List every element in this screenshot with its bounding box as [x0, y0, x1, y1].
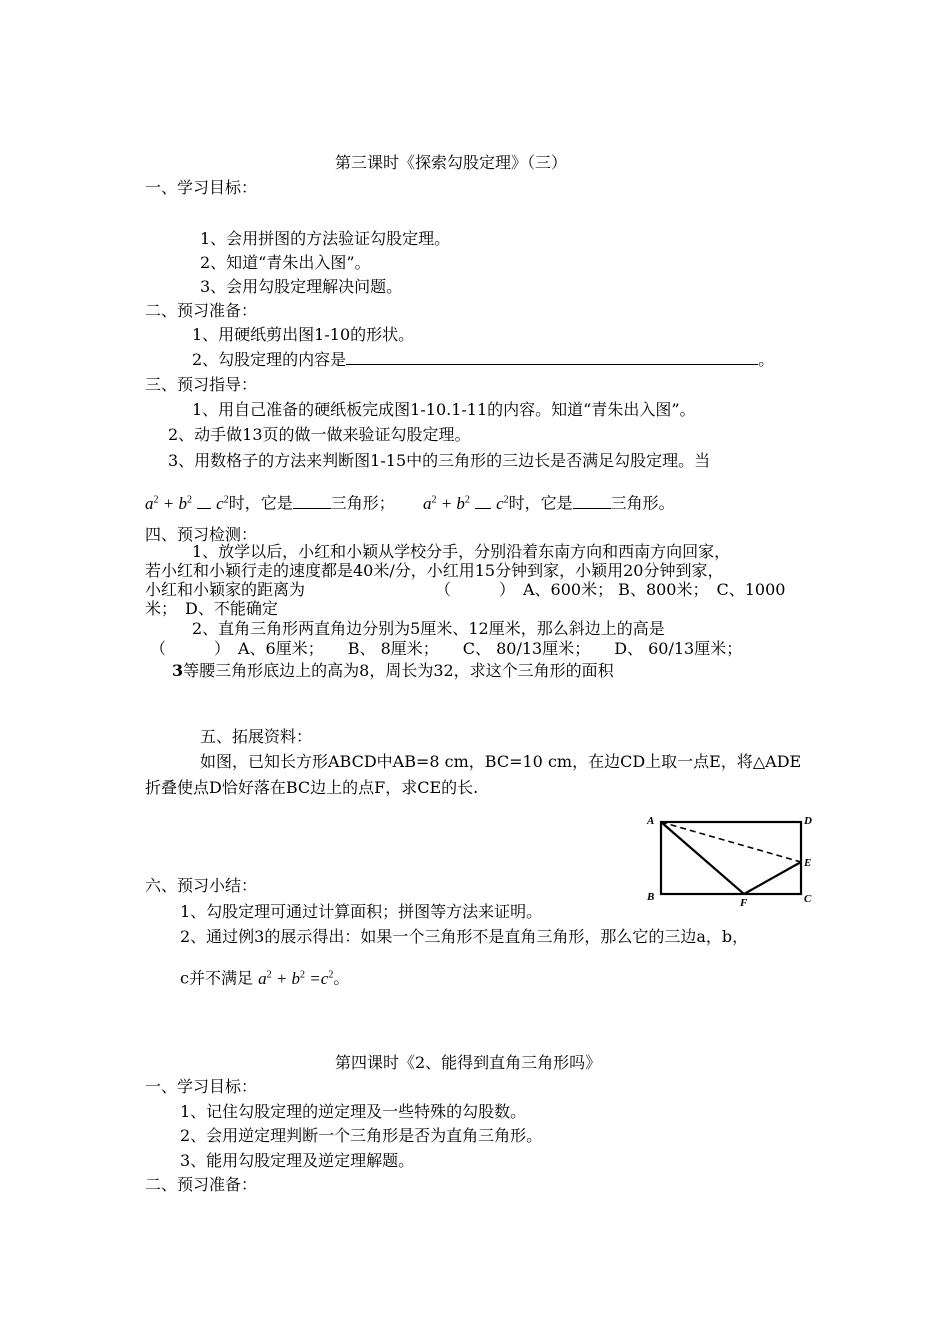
triangle-type-blank-2[interactable]	[573, 494, 611, 509]
prep-2-end: 。	[758, 350, 775, 369]
label-d: D	[804, 815, 812, 827]
extend-line-2: 折叠使点D恰好落在BC边上的点F，求CE的长.	[145, 778, 479, 797]
q1-line-2: 若小红和小颖行走的速度都是40米/分，小红用15分钟到家，小颖用20分钟到家，	[145, 561, 724, 580]
lesson3-guide-2: 2、动手做13页的做一做来验证勾股定理。	[168, 425, 471, 444]
label-b: B	[647, 891, 655, 903]
prep-2-text: 2、勾股定理的内容是	[192, 350, 347, 369]
segment-fe	[744, 862, 801, 894]
summary-1: 1、勾股定理可通过计算面积；拼图等方法来证明。	[180, 902, 543, 921]
extend-line-1: 如图，已知长方形ABCD中AB=8 cm，BC=10 cm，在边CD上取一点E，将△ADE	[200, 752, 802, 771]
lesson3-guide-3: 3、用数格子的方法来判断图1-15中的三角形的三边长是否满足勾股定理。当	[168, 451, 711, 470]
lesson3-goal-1: 1、会用拼图的方法验证勾股定理。	[200, 229, 451, 248]
lesson3-section-guide: 三、预习指导：	[145, 375, 258, 394]
label-f: F	[740, 897, 748, 909]
lesson3-goal-2: 2、知道“青朱出入图”。	[200, 253, 371, 272]
segment-ae-dashed	[661, 822, 801, 862]
lesson3-guide-4: $a^2 + b^2$ $c^2$时，它是 三角形； $a^2 + b^2$ $c^2$时，它是 三角形。	[145, 493, 675, 513]
lesson4-section-prep: 二、预习准备：	[145, 1175, 258, 1194]
lesson3-section-prep: 二、预习准备：	[145, 301, 258, 320]
q1-line-3-options: （ ） A、600米； B、800米； C、1000	[435, 580, 786, 599]
triangle-type-blank-1[interactable]	[293, 494, 331, 509]
relation-blank-1[interactable]	[197, 494, 211, 509]
summary-3: c并不满足 $a^2 + b^2 =c^2$。	[180, 968, 350, 988]
q1-line-1: 1、放学以后，小红和小颖从学校分手，分别沿着东南方向和西南方向回家，	[192, 542, 731, 561]
relation-blank-2[interactable]	[475, 494, 491, 509]
segment-af	[661, 822, 744, 894]
label-a: A	[647, 815, 655, 827]
lesson3-section-extend: 五、拓展资料：	[200, 727, 313, 746]
q2-line-2: （ ） A、6厘米； B、 8厘米； C、 80/13厘米； D、 60/13厘米；	[150, 639, 743, 658]
lesson4-goal-2: 2、会用逆定理判断一个三角形是否为直角三角形。	[180, 1126, 543, 1145]
label-c: C	[804, 893, 812, 905]
q2-line-1: 2、直角三角形两直角边分别为5厘米、12厘米，那么斜边上的高是	[192, 619, 665, 638]
lesson4-title: 第四课时《2、能得到直角三角形吗》	[335, 1053, 602, 1072]
q3-line	[172, 660, 614, 682]
formula-c2: $c^2$	[216, 493, 229, 513]
lesson3-prep-1: 1、用硬纸剪出图1-10的形状。	[192, 325, 415, 344]
lesson4-section-goals: 一、学习目标：	[145, 1077, 258, 1096]
formula-a2-plus-b2-2: $a^2 + b^2$	[422, 493, 470, 513]
lesson3-goal-3: 3、会用勾股定理解决问题。	[200, 277, 403, 296]
summary-2: 2、通过例3的展示得出：如果一个三角形不是直角三角形，那么它的三边a，b，	[180, 927, 749, 946]
theorem-fill-blank[interactable]	[346, 350, 758, 365]
rectangle-fold-figure	[642, 810, 822, 910]
q3-text: 等腰三角形底边上的高为8，周长为32，求这个三角形的面积	[183, 661, 614, 680]
q1-line-4: 米； D、不能确定	[145, 599, 278, 618]
formula-pythagorean: $a^2 + b^2 =c^2$	[258, 968, 334, 988]
lesson3-prep-2	[192, 349, 774, 371]
q3-number: 3	[172, 661, 184, 680]
lesson3-section-check: 四、预习检测：	[145, 525, 258, 544]
q1-line-3: 小红和小颖家的距离为	[145, 580, 306, 599]
lesson4-goal-3: 3、能用勾股定理及逆定理解题。	[180, 1151, 415, 1170]
lesson3-title: 第三课时《探索勾股定理》（三）	[335, 153, 568, 172]
lesson4-goal-1: 1、记住勾股定理的逆定理及一些特殊的勾股数。	[180, 1102, 527, 1121]
label-e: E	[804, 857, 812, 869]
lesson3-section-summary: 六、预习小结：	[145, 876, 258, 895]
lesson3-guide-1: 1、用自己准备的硬纸板完成图1-10.1-11的内容。知道“青朱出入图”。	[192, 400, 696, 419]
lesson3-section-goals: 一、学习目标：	[145, 178, 258, 197]
formula-c2-2: $c^2$	[496, 493, 509, 513]
formula-a2-plus-b2: $a^2 + b^2$	[145, 493, 192, 513]
